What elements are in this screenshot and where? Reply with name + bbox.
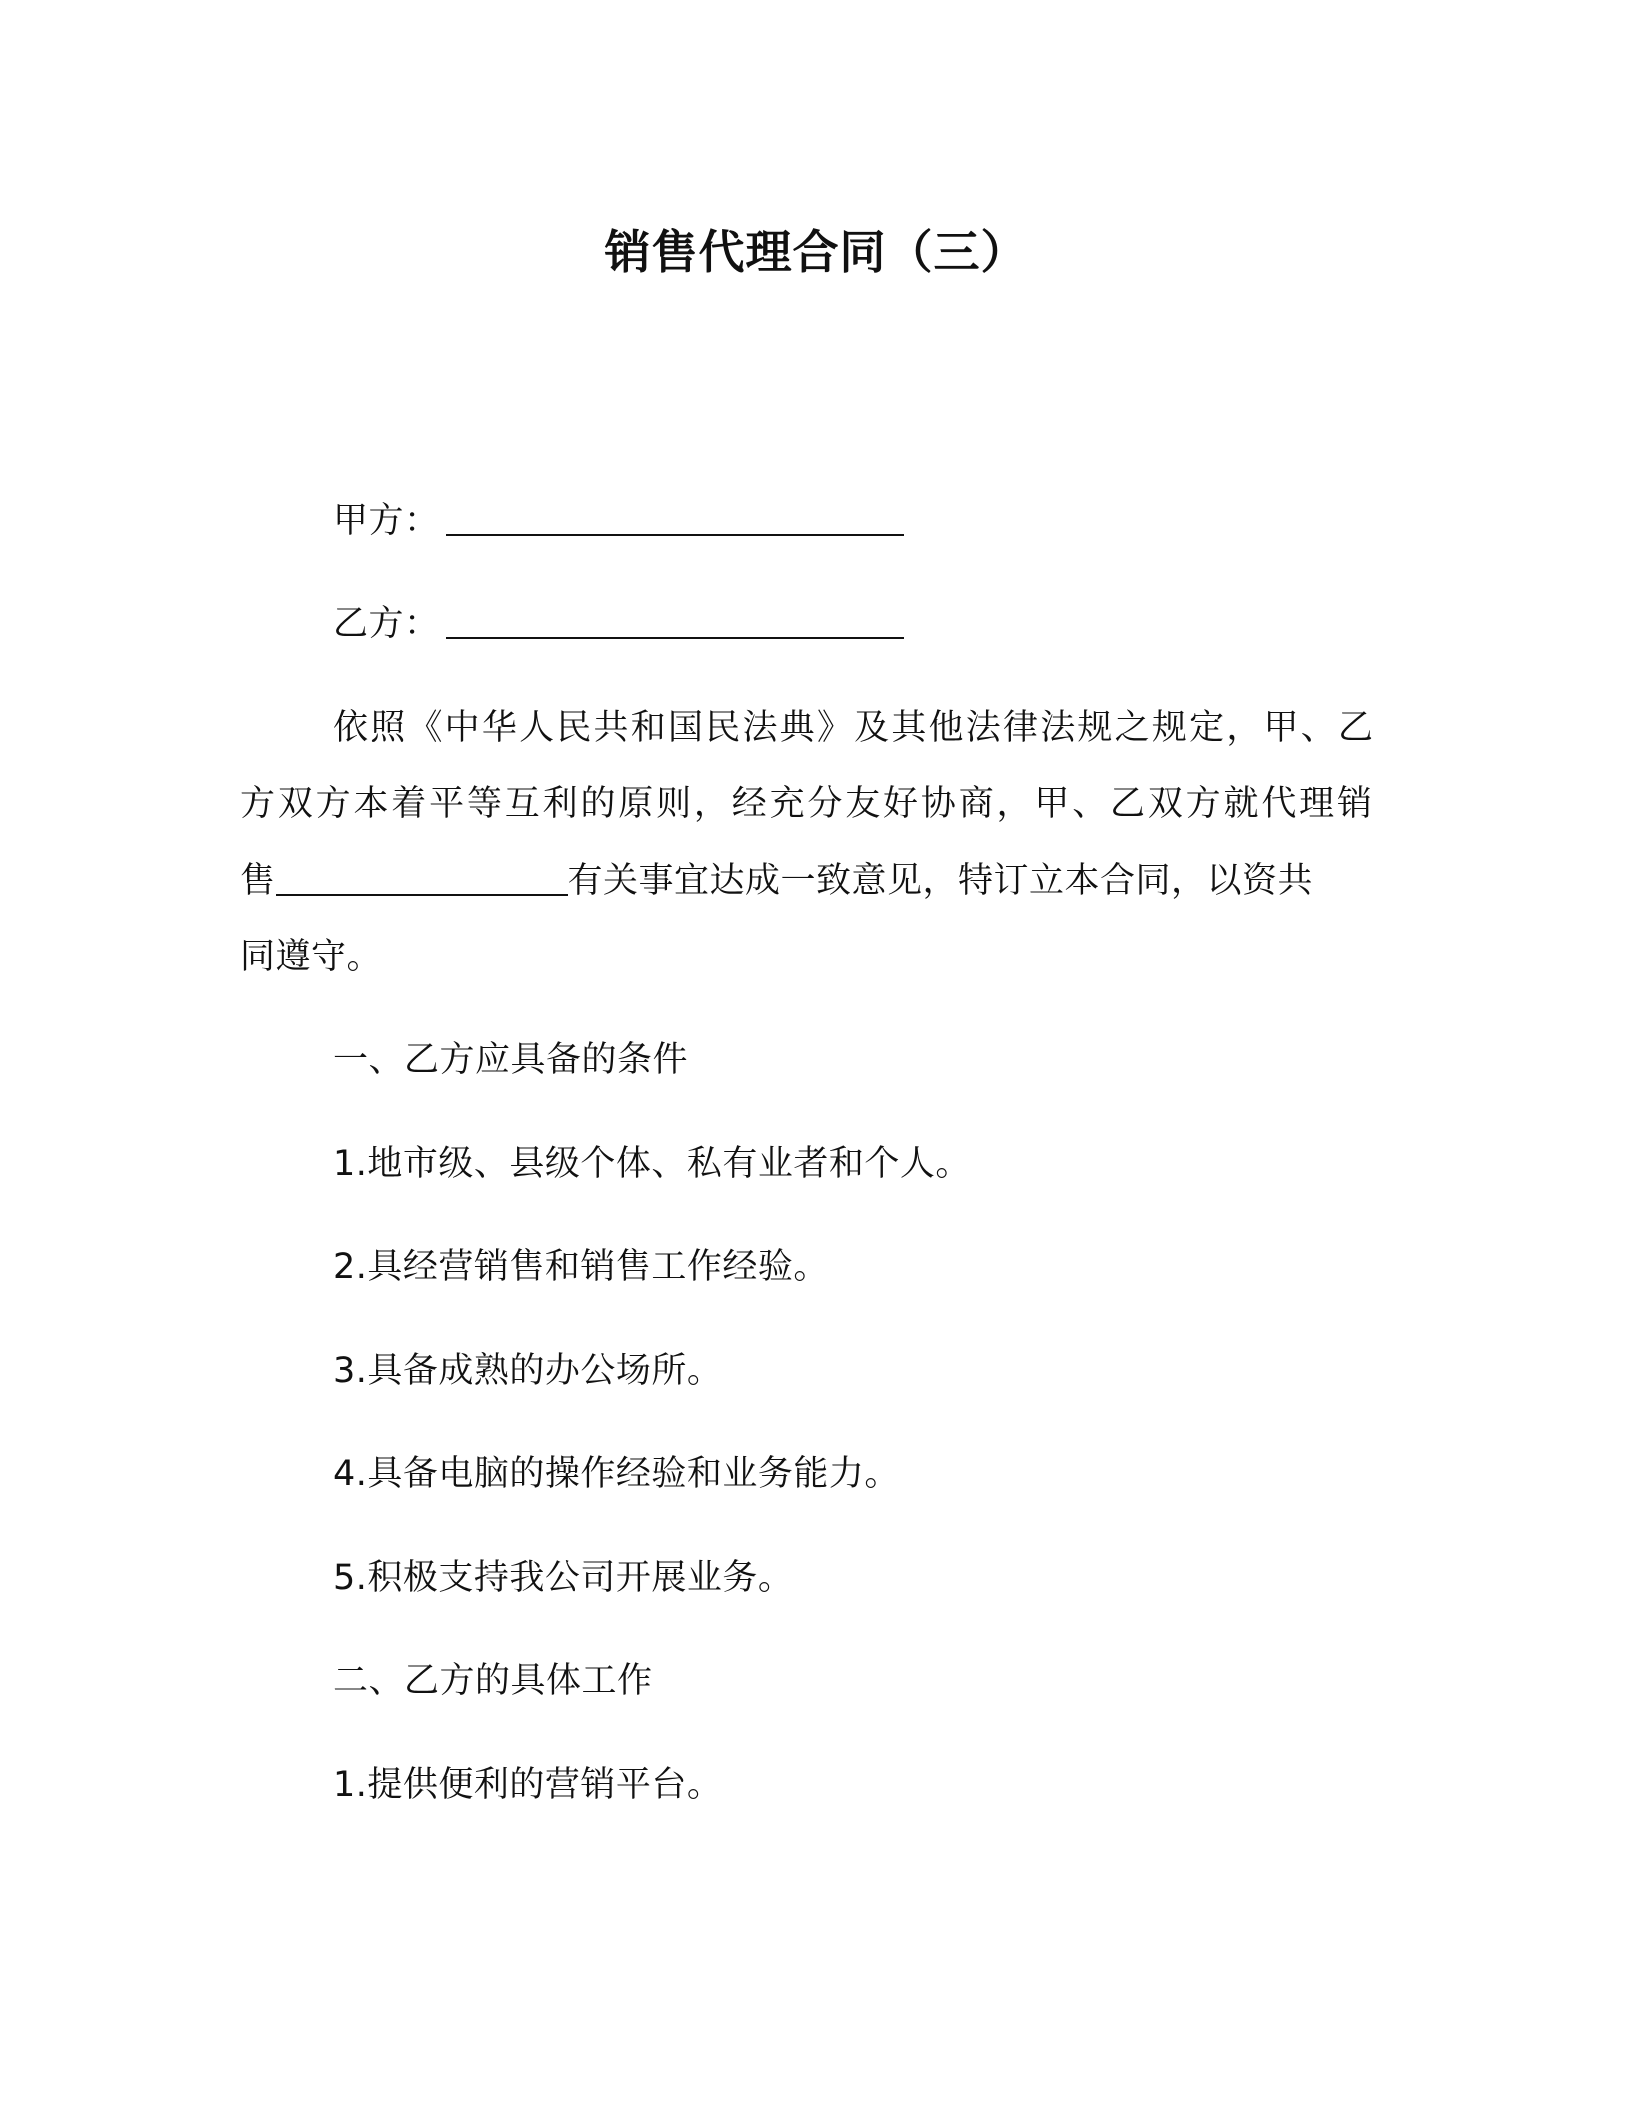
party-a-line <box>333 497 904 545</box>
section1-item-2: 2.具经营销售和销售工作经验。 <box>333 1247 829 1287</box>
party-b-line <box>333 600 904 648</box>
document-title: 销售代理合同（三） <box>604 225 1028 279</box>
section1-item-4: 4.具备电脑的操作经验和业务能力。 <box>333 1454 900 1494</box>
preamble-line-3-start: 售 <box>240 861 276 901</box>
preamble-line-3-end: 有关事宜达成一致意见，特订立本合同，以资共 <box>567 861 1314 901</box>
preamble-line-2: 方双方本着平等互利的原则，经充分友好协商，甲、乙双方就代理销 <box>240 784 1372 824</box>
party-a-blank <box>446 500 904 536</box>
party-b-label: 乙方： <box>333 604 440 644</box>
section1-item-1: 1.地市级、县级个体、私有业者和个人。 <box>333 1144 971 1184</box>
section1-item-5: 5.积极支持我公司开展业务。 <box>333 1558 794 1598</box>
party-a-label: 甲方： <box>333 501 440 541</box>
section1-heading: 一、乙方应具备的条件 <box>333 1040 689 1080</box>
preamble-line-1: 依照《中华人民共和国民法典》及其他法律法规之规定，甲、乙 <box>333 708 1373 748</box>
party-b-blank <box>446 603 904 639</box>
preamble-line-4: 同遵守。 <box>240 937 383 977</box>
section2-item-1: 1.提供便利的营销平台。 <box>333 1765 723 1805</box>
product-blank <box>276 860 568 896</box>
preamble-line-3 <box>240 857 1313 905</box>
section1-item-3: 3.具备成熟的办公场所。 <box>333 1351 723 1391</box>
section2-heading: 二、乙方的具体工作 <box>333 1661 653 1701</box>
